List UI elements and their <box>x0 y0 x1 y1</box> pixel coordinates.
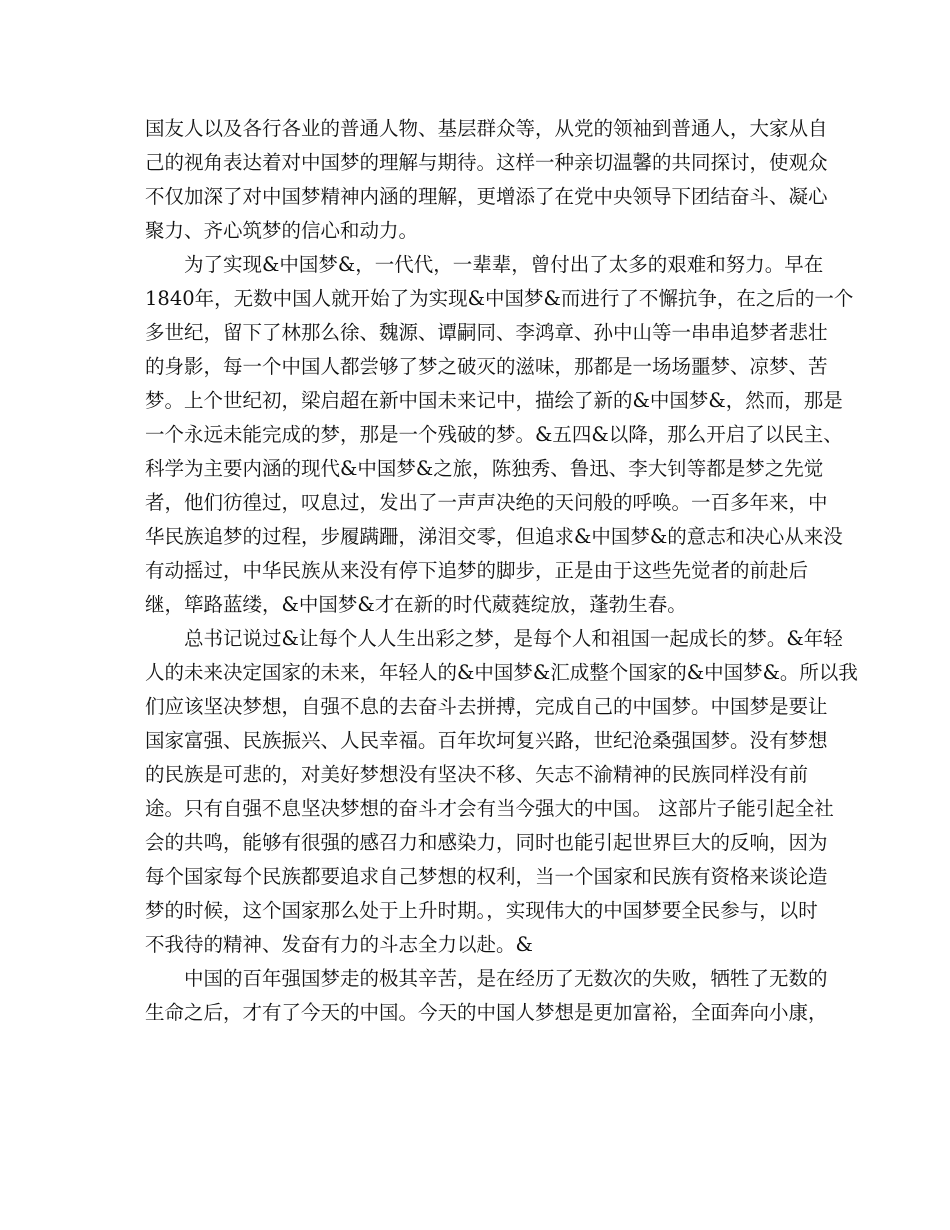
text-line: 途。只有自强不息坚决梦想的奋斗才会有当今强大的中国。 这部片子能引起全社 <box>145 797 834 820</box>
text-line: 的身影，每一个中国人都尝够了梦之破灭的滋味，那都是一场场噩梦、凉梦、苦 <box>145 355 828 378</box>
text-line: 生命之后，才有了今天的中国。今天的中国人梦想是更加富裕，全面奔向小康， <box>145 1001 828 1024</box>
text-line: 会的共鸣，能够有很强的感召力和感染力，同时也能引起世界巨大的反响，因为 <box>145 831 828 854</box>
text-line: 国友人以及各行各业的普通人物、基层群众等，从党的领袖到普通人，大家从自 <box>145 117 828 140</box>
text-line: 有动摇过，中华民族从来没有停下追梦的脚步，正是由于这些先觉者的前赴后 <box>145 559 809 582</box>
text-line: 己的视角表达着对中国梦的理解与期待。这样一种亲切温馨的共同探讨，使观众 <box>145 151 828 174</box>
text-line: 不仅加深了对中国梦精神内涵的理解，更增添了在党中央领导下团结奋斗、凝心 <box>145 185 828 208</box>
text-line: 1840年，无数中国人就开始了为实现&中国梦&而进行了不懈抗争，在之后的一个 <box>145 287 854 310</box>
text-line: 的民族是可悲的，对美好梦想没有坚决不移、矢志不渝精神的民族同样没有前 <box>145 763 809 786</box>
text-line: 多世纪，留下了林那么徐、魏源、谭嗣同、李鸿章、孙中山等一串串追梦者悲壮 <box>145 321 828 344</box>
text-line: 聚力、齐心筑梦的信心和动力。 <box>145 219 419 242</box>
paragraph-first-line: 为了实现&中国梦&，一代代，一辈辈，曾付出了太多的艰难和努力。早在 <box>184 253 824 276</box>
text-line: 人的未来决定国家的未来，年轻人的&中国梦&汇成整个国家的&中国梦&。所以我 <box>145 661 858 684</box>
text-line: 每个国家每个民族都要追求自己梦想的权利，当一个国家和民族有资格来谈论造 <box>145 865 828 888</box>
text-line: 者，他们彷徨过，叹息过，发出了一声声决绝的天问般的呼唤。一百多年来，中 <box>145 491 828 514</box>
text-line: 国家富强、民族振兴、人民幸福。百年坎坷复兴路，世纪沧桑强国梦。没有梦想 <box>145 729 828 752</box>
text-line: 梦。上个世纪初，梁启超在新中国未来记中，描绘了新的&中国梦&，然而，那是 <box>145 389 843 412</box>
text-line: 们应该坚决梦想，自强不息的去奋斗去拼搏，完成自己的中国梦。中国梦是要让 <box>145 695 828 718</box>
text-line: 梦的时候，这个国家那么处于上升时期。，实现伟大的中国梦要全民参与，以时 <box>145 899 818 922</box>
text-line: 不我待的精神、发奋有力的斗志全力以赴。& <box>145 933 533 956</box>
paragraph-first-line: 中国的百年强国梦走的极其辛苦，是在经历了无数次的失败，牺牲了无数的 <box>184 967 828 990</box>
text-line: 科学为主要内涵的现代&中国梦&之旅，陈独秀、鲁迅、李大钊等都是梦之先觉 <box>145 457 824 480</box>
document-body <box>145 112 858 1030</box>
paragraph-first-line: 总书记说过&让每个人人生出彩之梦，是每个人和祖国一起成长的梦。&年轻 <box>184 627 843 650</box>
text-line: 继，筚路蓝缕，&中国梦&才在新的时代葳蕤绽放，蓬勃生春。 <box>145 593 687 616</box>
text-line: 华民族追梦的过程，步履蹒跚，涕泪交零，但追求&中国梦&的意志和决心从来没 <box>145 525 843 548</box>
text-line: 一个永远未能完成的梦，那是一个残破的梦。&五四&以降，那么开启了以民主、 <box>145 423 843 446</box>
